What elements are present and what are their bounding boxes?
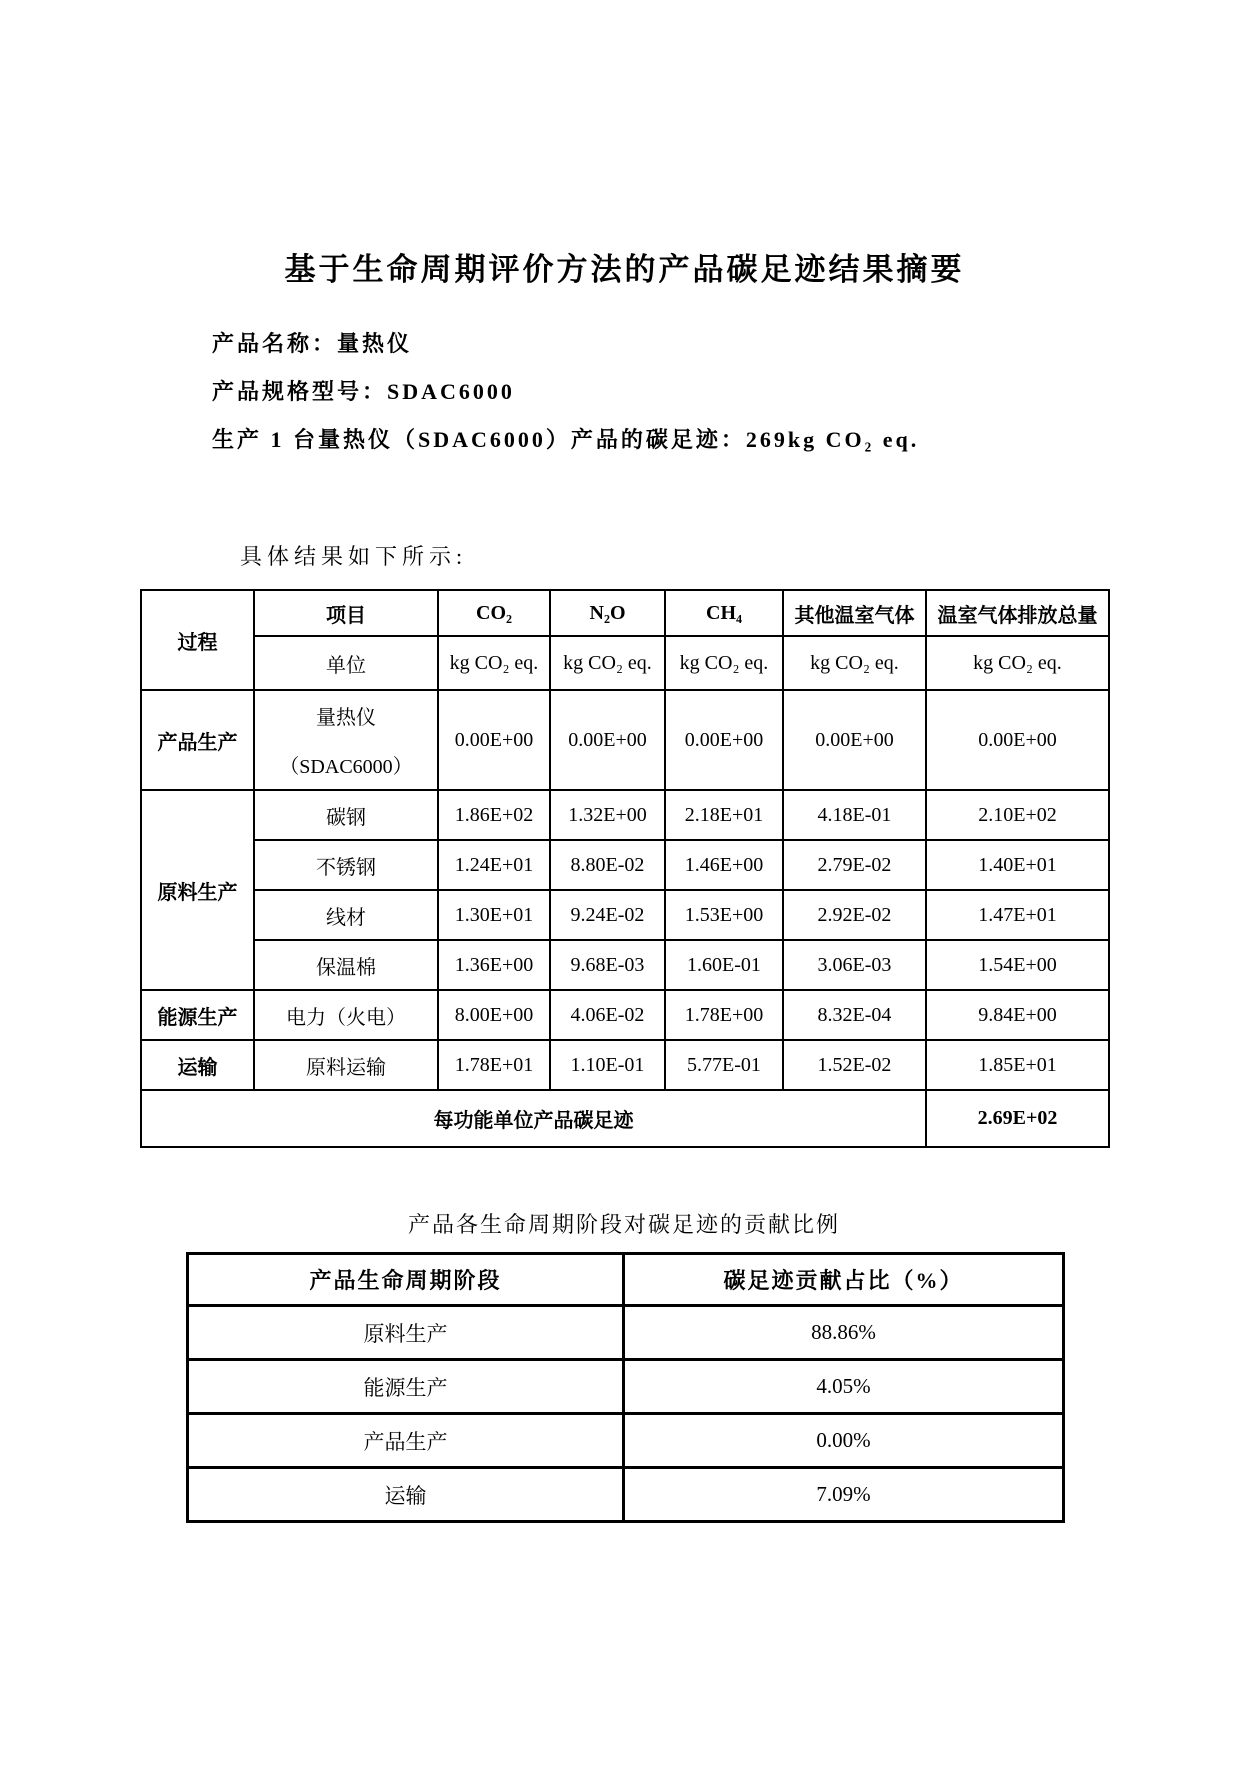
- value-cell: 5.77E-01: [665, 1040, 783, 1090]
- process-cell: 原料生产: [141, 790, 254, 990]
- value-cell: 1.85E+01: [926, 1040, 1109, 1090]
- item-cell: [254, 690, 438, 790]
- results-intro-text: 具体结果如下所示:: [240, 544, 468, 569]
- page-title: 基于生命周期评价方法的产品碳足迹结果摘要: [284, 252, 965, 287]
- contribution-table-title: 产品各生命周期阶段对碳足迹的贡献比例: [407, 1212, 840, 1237]
- value-cell: 1.36E+00: [438, 940, 550, 990]
- percentage-cell: 0.00%: [624, 1414, 1064, 1468]
- value-cell: 1.47E+01: [926, 890, 1109, 940]
- stage-cell: 产品生产: [188, 1414, 624, 1468]
- percentage-cell: 7.09%: [624, 1468, 1064, 1522]
- unit-cell: kg CO₂ eq.: [926, 636, 1109, 690]
- emissions-results-table: [140, 589, 1110, 1148]
- table-row: [188, 1468, 1064, 1522]
- value-cell: 0.00E+00: [550, 690, 665, 790]
- process-cell: 产品生产: [141, 690, 254, 790]
- value-cell: 4.06E-02: [550, 990, 665, 1040]
- total-label: 每功能单位产品碳足迹: [141, 1090, 926, 1147]
- unit-cell: kg CO₂ eq.: [438, 636, 550, 690]
- table-total-row: [141, 1090, 1109, 1147]
- value-cell: 8.32E-04: [783, 990, 926, 1040]
- value-cell: 1.10E-01: [550, 1040, 665, 1090]
- table-row: [141, 940, 1109, 990]
- value-cell: 2.92E-02: [783, 890, 926, 940]
- value-cell: 0.00E+00: [665, 690, 783, 790]
- value-cell: 1.52E-02: [783, 1040, 926, 1090]
- percentage-cell: 4.05%: [624, 1360, 1064, 1414]
- product-model-line: 产品规格型号：SDAC6000: [212, 379, 515, 404]
- value-cell: 1.32E+00: [550, 790, 665, 840]
- value-cell: 0.00E+00: [438, 690, 550, 790]
- table-row: [141, 790, 1109, 840]
- percentage-cell: 88.86%: [624, 1306, 1064, 1360]
- table-row: [141, 690, 1109, 790]
- value-cell: 2.10E+02: [926, 790, 1109, 840]
- total-value: 2.69E+02: [926, 1090, 1109, 1147]
- contribution-table: [186, 1252, 1065, 1523]
- header-item: 项目: [254, 590, 438, 636]
- item-cell: 保温棉: [254, 940, 438, 990]
- value-cell: 2.79E-02: [783, 840, 926, 890]
- value-cell: 1.40E+01: [926, 840, 1109, 890]
- header-unit-label: 单位: [254, 636, 438, 690]
- value-cell: 1.24E+01: [438, 840, 550, 890]
- stage-cell: 运输: [188, 1468, 624, 1522]
- header-co2: CO₂: [438, 590, 550, 636]
- value-cell: 1.30E+01: [438, 890, 550, 940]
- value-cell: 9.68E-03: [550, 940, 665, 990]
- value-cell: 1.46E+00: [665, 840, 783, 890]
- table-row: [188, 1360, 1064, 1414]
- table-row: [141, 990, 1109, 1040]
- item-line-1: 量热仪: [316, 707, 376, 729]
- value-cell: 1.78E+01: [438, 1040, 550, 1090]
- product-name-line: 产品名称：量热仪: [212, 331, 413, 356]
- header-process: 过程: [141, 590, 254, 690]
- value-cell: 1.60E-01: [665, 940, 783, 990]
- table-row: [141, 1040, 1109, 1090]
- header-n2o: N₂O: [550, 590, 665, 636]
- header-lifecycle-stage: 产品生命周期阶段: [188, 1254, 624, 1306]
- header-contribution-pct: 碳足迹贡献占比（%）: [624, 1254, 1064, 1306]
- value-cell: 3.06E-03: [783, 940, 926, 990]
- unit-cell: kg CO₂ eq.: [665, 636, 783, 690]
- table-header-row-1: [141, 590, 1109, 636]
- process-cell: 能源生产: [141, 990, 254, 1040]
- contribution-header-row: [188, 1254, 1064, 1306]
- table-row: [141, 840, 1109, 890]
- value-cell: 1.86E+02: [438, 790, 550, 840]
- value-cell: 8.00E+00: [438, 990, 550, 1040]
- item-cell: 电力（火电）: [254, 990, 438, 1040]
- unit-cell: kg CO₂ eq.: [550, 636, 665, 690]
- value-cell: 1.54E+00: [926, 940, 1109, 990]
- stage-cell: 原料生产: [188, 1306, 624, 1360]
- value-cell: 1.78E+00: [665, 990, 783, 1040]
- header-other-ghg: 其他温室气体: [783, 590, 926, 636]
- header-total-ghg: 温室气体排放总量: [926, 590, 1109, 636]
- value-cell: 0.00E+00: [926, 690, 1109, 790]
- value-cell: 1.53E+00: [665, 890, 783, 940]
- stage-cell: 能源生产: [188, 1360, 624, 1414]
- value-cell: 9.24E-02: [550, 890, 665, 940]
- table-row: [141, 890, 1109, 940]
- value-cell: 2.18E+01: [665, 790, 783, 840]
- value-cell: 0.00E+00: [783, 690, 926, 790]
- process-cell: 运输: [141, 1040, 254, 1090]
- item-cell: 线材: [254, 890, 438, 940]
- item-cell: 碳钢: [254, 790, 438, 840]
- product-info-block: [212, 332, 1249, 452]
- unit-cell: kg CO₂ eq.: [783, 636, 926, 690]
- table-row: [188, 1414, 1064, 1468]
- value-cell: 4.18E-01: [783, 790, 926, 840]
- header-ch4: CH₄: [665, 590, 783, 636]
- carbon-footprint-line: 生产 1 台量热仪（SDAC6000）产品的碳足迹：269kg CO₂ eq.: [212, 427, 920, 452]
- item-cell: 原料运输: [254, 1040, 438, 1090]
- table-row: [188, 1306, 1064, 1360]
- value-cell: 9.84E+00: [926, 990, 1109, 1040]
- item-line-2: （SDAC6000）: [279, 756, 413, 778]
- table-header-row-2: [141, 636, 1109, 690]
- value-cell: 8.80E-02: [550, 840, 665, 890]
- item-cell: 不锈钢: [254, 840, 438, 890]
